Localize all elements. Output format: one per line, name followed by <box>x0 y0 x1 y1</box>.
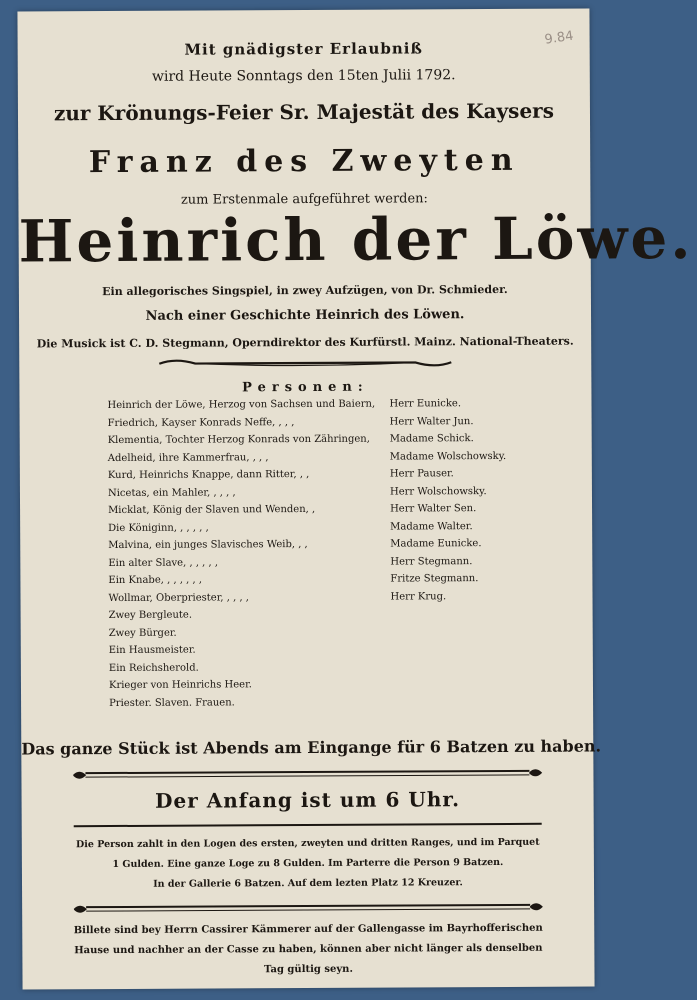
cast-actor: Madame Wolschowsky. <box>389 450 507 463</box>
cast-role: Ein Reichsherold. <box>108 662 199 674</box>
first-performance-line: zum Erstenmale aufgeführet werden: <box>180 191 428 208</box>
cast-role: Ein alter Slave, , , , , , <box>108 556 219 569</box>
cast-role: Adelheid, ihre Kammerfrau, , , , <box>107 451 269 464</box>
ticket-line-1: Billete sind bey Herrn Cassirer Kämmerer auf der Gallengasse im Bayrhofferischen <box>73 922 543 937</box>
cast-actor: Herr Stegmann. <box>390 555 473 568</box>
cast-role: Micklat, König der Slaven und Wenden, , <box>108 503 316 517</box>
cast-role: Kurd, Heinrichs Knappe, dann Ritter, , , <box>107 468 310 482</box>
cast-heading: Personen: <box>242 379 369 396</box>
ornament-rule-2 <box>70 821 546 829</box>
date-line: wird Heute Sonntags den 15ten Julii 1792. <box>151 67 456 85</box>
cast-row <box>109 692 579 712</box>
price-line-1: Die Person zahlt in den Logen des ersten, zweyten und dritten Ranges, und im Parquet <box>75 836 540 851</box>
playbill-sheet <box>17 9 694 990</box>
cast-role: Klementia, Tochter Herzog Konrads von Zähringen, <box>107 433 370 447</box>
cast-role: Krieger von Heinrichs Heer. <box>108 679 252 692</box>
ornament-rule-1 <box>69 767 545 781</box>
cast-role: Malvina, ein junges Slavisches Weib, , , <box>108 538 308 552</box>
emperor-name: Franz des Zweyten <box>88 142 520 181</box>
cast-actor: Herr Walter Jun. <box>389 415 474 428</box>
music-credit-line: Die Musick ist C. D. Stegmann, Operndirektor des Kurfürstl. Mainz. National-Theaters. <box>36 334 574 351</box>
price-line-2: 1 Gulden. Eine ganze Loge zu 8 Gulden. Im Parterre die Person 9 Batzen. <box>112 856 504 871</box>
cast-actor: Fritze Stegmann. <box>390 573 479 585</box>
flourish-divider-top <box>155 355 455 371</box>
cast-list <box>107 395 579 712</box>
cast-role: Nicetas, ein Mahler, , , , , <box>107 486 236 499</box>
ticket-line-3: Tag gültig seyn. <box>263 963 353 976</box>
ticket-line-2: Hause und nachher an der Casse zu haben, können aber nicht länger als denselben <box>74 942 543 957</box>
cast-role: Zwey Bürger. <box>108 627 177 639</box>
price-line-3: In der Gallerie 6 Batzen. Auf dem lezten Platz 12 Kreuzer. <box>153 877 463 890</box>
cast-actor: Madame Schick. <box>389 433 474 445</box>
cast-actor: Herr Wolschowsky. <box>389 485 487 498</box>
permission-line: Mit gnädigster Erlaubniß <box>184 39 423 59</box>
genre-line: Ein allegorisches Singspiel, in zwey Aufzügen, von Dr. Schmieder. <box>102 282 508 299</box>
cast-role: Zwey Bergleute. <box>108 609 193 622</box>
archive-pencil-mark: 9.84 <box>543 28 575 48</box>
cast-actor: Herr Eunicke. <box>389 398 462 410</box>
script-price-line: Das ganze Stück ist Abends am Eingange für 6 Batzen zu haben. <box>21 736 602 759</box>
start-time-line: Der Anfang ist um 6 Uhr. <box>155 787 461 813</box>
cast-role: Wollmar, Oberpriester, , , , , <box>108 591 250 604</box>
cast-role: Ein Hausmeister. <box>108 644 196 657</box>
cast-role: Ein Knabe, , , , , , , <box>108 574 203 587</box>
cast-actor: Herr Walter Sen. <box>390 503 477 515</box>
source-line: Nach einer Geschichte Heinrich des Löwen. <box>145 307 465 324</box>
cast-actor: Herr Krug. <box>390 590 447 603</box>
cast-role: Die Königinn, , , , , , <box>108 522 209 534</box>
ornament-rule-3 <box>70 901 546 915</box>
cast-role: Heinrich der Löwe, Herzog von Sachsen und Baiern, <box>107 398 376 412</box>
occasion-line: zur Krönungs-Feier Sr. Majestät des Kaysers <box>53 98 555 126</box>
cast-actor: Madame Walter. <box>390 520 473 533</box>
cast-actor: Herr Pauser. <box>389 468 454 480</box>
play-title: Heinrich der Löwe. <box>18 203 694 276</box>
cast-role: Priester. Slaven. Frauen. <box>109 696 235 709</box>
cast-role: Friedrich, Kayser Konrads Neffe, , , , <box>107 416 295 429</box>
cast-actor: Madame Eunicke. <box>390 538 482 550</box>
